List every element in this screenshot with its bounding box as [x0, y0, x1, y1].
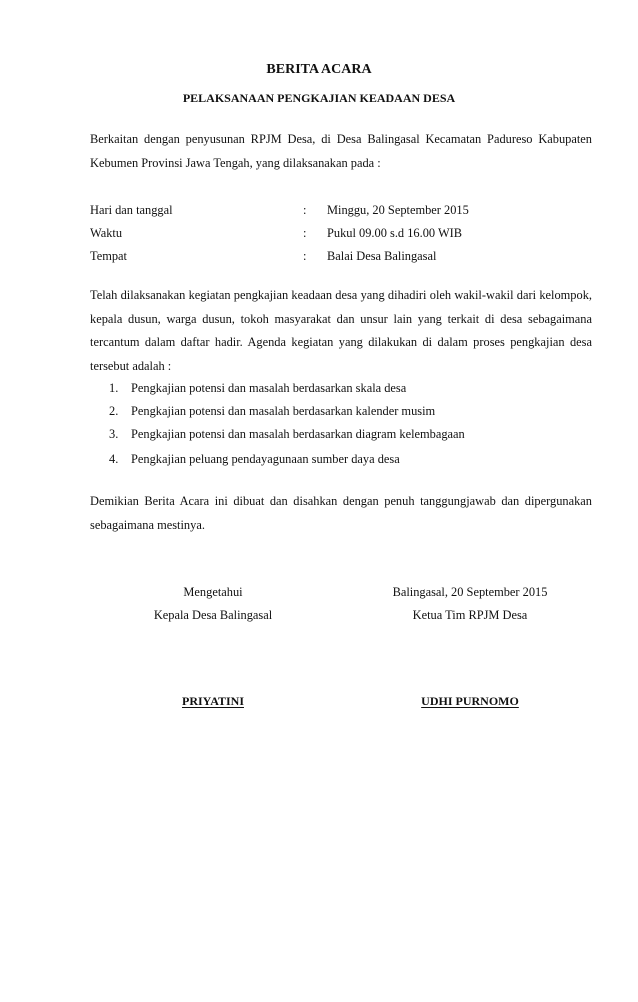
signature-block-right [340, 581, 600, 627]
document-title: BERITA ACARA [266, 62, 372, 77]
info-row-time [90, 222, 592, 245]
list-number: 4. [109, 452, 119, 466]
info-label: Tempat [90, 249, 127, 263]
closing-paragraph: Demikian Berita Acara ini dibuat dan disahkan dengan penuh tanggungjawab dan dipergunakan sebagaimana mestinya. [90, 494, 592, 532]
list-item [90, 423, 592, 446]
body-paragraph: Telah dilaksanakan kegiatan pengkajian keadaan desa yang dihadiri oleh wakil-wakil dari kelompok, kepala dusun, warga dusun, tokoh masyarakat dan unsur lain yang terkait di desa sebagaimana tercantum dalam daftar hadir. Agenda kegiatan yang dilakukan di dalam proses pengkajian desa tersebut adalah : [90, 288, 592, 373]
signature-line2: Ketua Tim RPJM Desa [412, 608, 528, 622]
signatory-name-left [83, 693, 343, 709]
signatory-name: PRIYATINI [181, 694, 244, 708]
info-colon: : [303, 226, 307, 240]
info-label: Hari dan tanggal [90, 203, 173, 217]
list-number: 3. [109, 427, 119, 441]
document-subtitle: PELAKSANAAN PENGKAJIAN KEADAAN DESA [182, 91, 456, 105]
list-text: Pengkajian potensi dan masalah berdasarkan diagram kelembagaan [131, 427, 465, 441]
list-text: Pengkajian peluang pendayagunaan sumber daya desa [131, 452, 400, 466]
event-info [90, 199, 592, 268]
list-number: 2. [109, 404, 119, 418]
list-item [90, 377, 592, 400]
signatory-name: UDHI PURNOMO [421, 694, 519, 708]
info-colon: : [303, 249, 307, 263]
info-value: Balai Desa Balingasal [327, 249, 437, 263]
info-value: Minggu, 20 September 2015 [327, 203, 469, 217]
agenda-list [90, 377, 592, 471]
signature-line1: Mengetahui [183, 585, 243, 599]
info-row-date [90, 199, 592, 222]
info-label: Waktu [90, 226, 123, 240]
info-value: Pukul 09.00 s.d 16.00 WIB [327, 226, 463, 240]
signature-line1: Balingasal, 20 September 2015 [392, 585, 548, 599]
signature-block-left [83, 581, 343, 627]
info-colon: : [303, 203, 307, 217]
list-item [90, 400, 592, 423]
info-row-place [90, 245, 592, 268]
list-item [90, 448, 592, 471]
list-text: Pengkajian potensi dan masalah berdasarkan kalender musim [131, 404, 436, 418]
signatory-name-right [340, 693, 600, 709]
list-number: 1. [109, 381, 119, 395]
intro-paragraph: Berkaitan dengan penyusunan RPJM Desa, di Desa Balingasal Kecamatan Padureso Kabupaten Kebumen Provinsi Jawa Tengah, yang dilaksanakan pada : [90, 132, 592, 170]
list-text: Pengkajian potensi dan masalah berdasarkan skala desa [131, 381, 407, 395]
signature-line2: Kepala Desa Balingasal [153, 608, 273, 622]
